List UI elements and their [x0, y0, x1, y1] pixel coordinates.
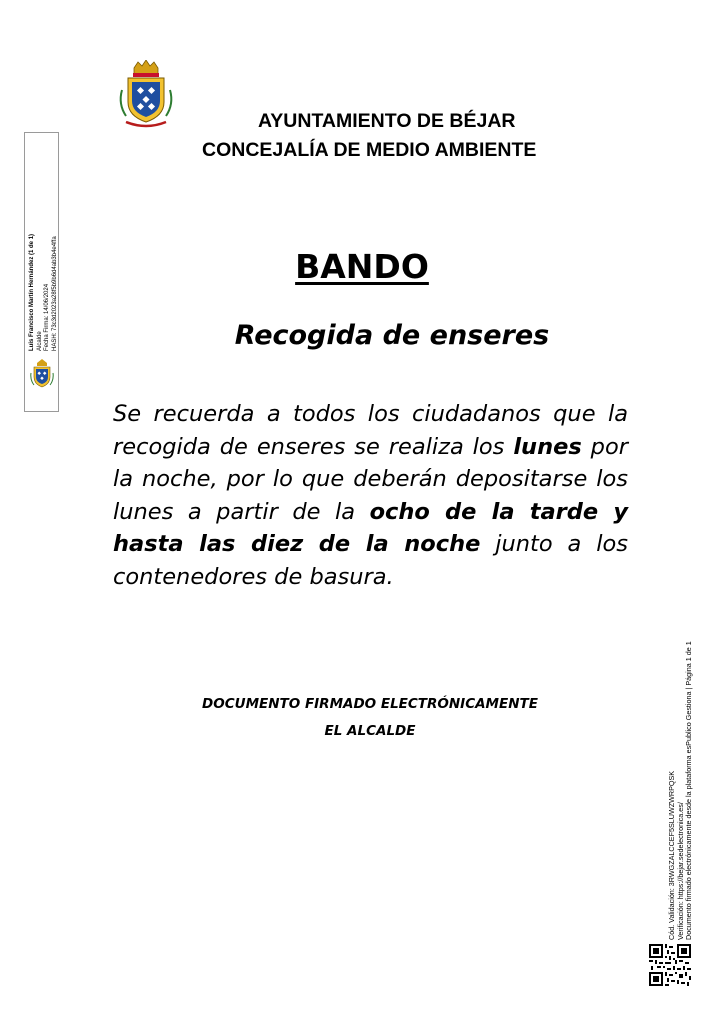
signer-role: Alcalde	[36, 331, 43, 351]
validation-info	[668, 630, 694, 940]
document-subtitle: Recogida de enseres	[234, 320, 550, 351]
signer-name: Luis Francisco Martín Hernández (1 de 1)	[29, 233, 35, 351]
org-name: AYUNTAMIENTO DE BÉJAR	[258, 110, 516, 132]
signature-hash: HASH: 73c3d2023a28f5b9b6d4ab3b4e4ffa	[51, 236, 58, 351]
announcement-body	[113, 398, 628, 594]
signature-date: Fecha Firma: 14/06/2024	[44, 283, 50, 351]
verification-url: Verificación: https://bejar.sedelectronica.es/	[675, 802, 685, 940]
signature-box	[24, 132, 59, 412]
body-text-2: por la noche, por lo que deberán depositarse los lunes a partir de la	[113, 433, 628, 525]
body-bold-time: ocho de la tarde y hasta las diez de la noche	[113, 498, 628, 558]
signer-title: EL ALCALDE	[324, 723, 416, 739]
coat-of-arms-icon	[116, 60, 176, 130]
body-bold-day: lunes	[513, 433, 582, 460]
qr-code-icon	[649, 944, 691, 986]
document-title: BANDO	[295, 247, 429, 286]
validation-code: Cód. Validación: 3RWGZALCCEF5SLUWZWRPQSK	[667, 770, 676, 940]
signed-label: DOCUMENTO FIRMADO ELECTRÓNICAMENTE	[202, 696, 538, 712]
small-coat-of-arms-icon	[29, 359, 55, 389]
signature-text	[29, 234, 59, 351]
body-text-1: Se recuerda a todos los ciudadanos que la recogida de enseres se realiza los	[113, 401, 628, 460]
body-text-3: junto a los contenedores de basura.	[113, 531, 629, 590]
signature-platform-note: Documento firmado electrónicamente desde la plataforma esPublico Gestiona | Página 1 de 1	[684, 641, 694, 940]
department-name: CONCEJALÍA DE MEDIO AMBIENTE	[202, 139, 537, 161]
